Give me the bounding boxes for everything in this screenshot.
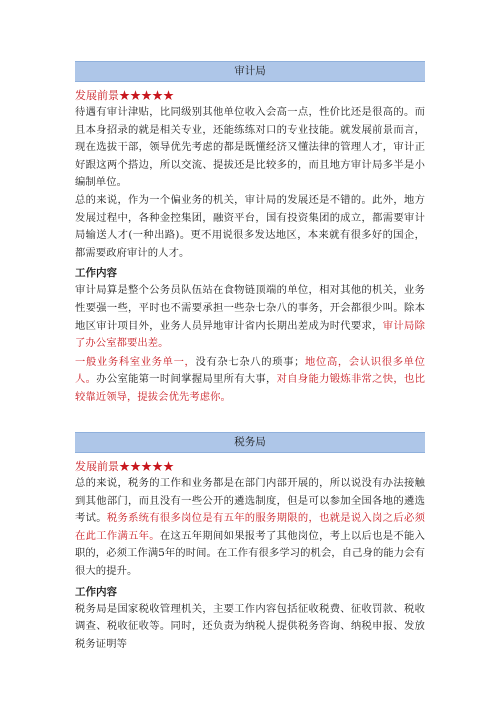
text-run: 没有杂七杂八的琐事； xyxy=(195,355,305,368)
paragraph: 税务局是国家税收管理机关，主要工作内容包括征收税费、征收罚款、税收调查、税收征收等。同时，还负责为纳税人提供税务咨询、纳税申报、发放税务证明等 xyxy=(75,602,425,650)
highlighted-text: 一般业务科室业务单一， xyxy=(75,355,196,368)
text-run: 办公室能第一时间掌握局里所有大事， xyxy=(96,373,277,386)
paragraph xyxy=(75,475,425,581)
text-run: 在这五年期间如果报考了其他岗位，考上以后也是不能入职的，必须工作满5年的时间。在工作有很多学习的机会，自己身的能力会有很大的提升。 xyxy=(75,529,425,577)
paragraph xyxy=(75,282,425,352)
section-tax-bureau xyxy=(75,432,425,653)
work-content-heading: 工作内容 xyxy=(75,585,117,598)
section-title-banner: 税务局 xyxy=(75,432,425,453)
prospect-rating: 发展前景★★★★★ xyxy=(75,89,174,102)
paragraph: 待遇有审计津贴，比同级别其他单位收入会高一点，性价比还是很高的。而且本身招录的就是相关专业，还能练练对口的专业技能。就发展前景而言，现在选拔干部，领导优先考虑的都是既懂经济又懂法律的管理人才，审计正好跟这两个搭边，所以交流、提拔还是比较多的，而且地方审计局多半是小编制单位。 xyxy=(75,106,425,189)
section-audit-bureau xyxy=(75,61,425,407)
section-title-banner: 审计局 xyxy=(75,61,425,82)
text-run: 审计局算是整个公务员队伍站在食物链顶端的单位，相对其他的机关，业务性要强一些，平时也不需要承担一些杂七杂八的事务，开会都很少叫。除本地区审计项目外，业务人员异地审计省内长期出差成为时代要求， xyxy=(75,284,425,332)
highlighted-text: 地位高，会认识很多单位人。 xyxy=(75,355,425,386)
paragraph xyxy=(75,354,425,407)
paragraph: 总的来说，作为一个偏业务的机关，审计局的发展还是不错的。此外，地方发展过程中，各种金控集团，融资平台，国有投资集团的成立，都需要审计局输送人才(一种出路)。更不用说很多发达地区，本来就有很多好的国企，都需要政府审计的人才。 xyxy=(75,193,425,259)
work-content-heading: 工作内容 xyxy=(75,267,117,280)
highlighted-text: 对自身能力锻炼非常之快，也比较靠近领导，提拔会优先考虑你。 xyxy=(75,373,426,403)
prospect-rating: 发展前景★★★★★ xyxy=(75,460,174,473)
text-run: 总的来说，税务的工作和业务都是在部门内部开展的，所以说没有办法接触到其他部门，而且没有一些公开的遴选制度，但是可以参加全国各地的遴选考试。 xyxy=(75,477,425,525)
highlighted-text: 审计局除了办公室都要出差。 xyxy=(75,319,425,350)
highlighted-text: 税务系统有很多岗位是有五年的服务期限的，也就是说入岗之后必须在此工作满五年。 xyxy=(75,512,425,542)
